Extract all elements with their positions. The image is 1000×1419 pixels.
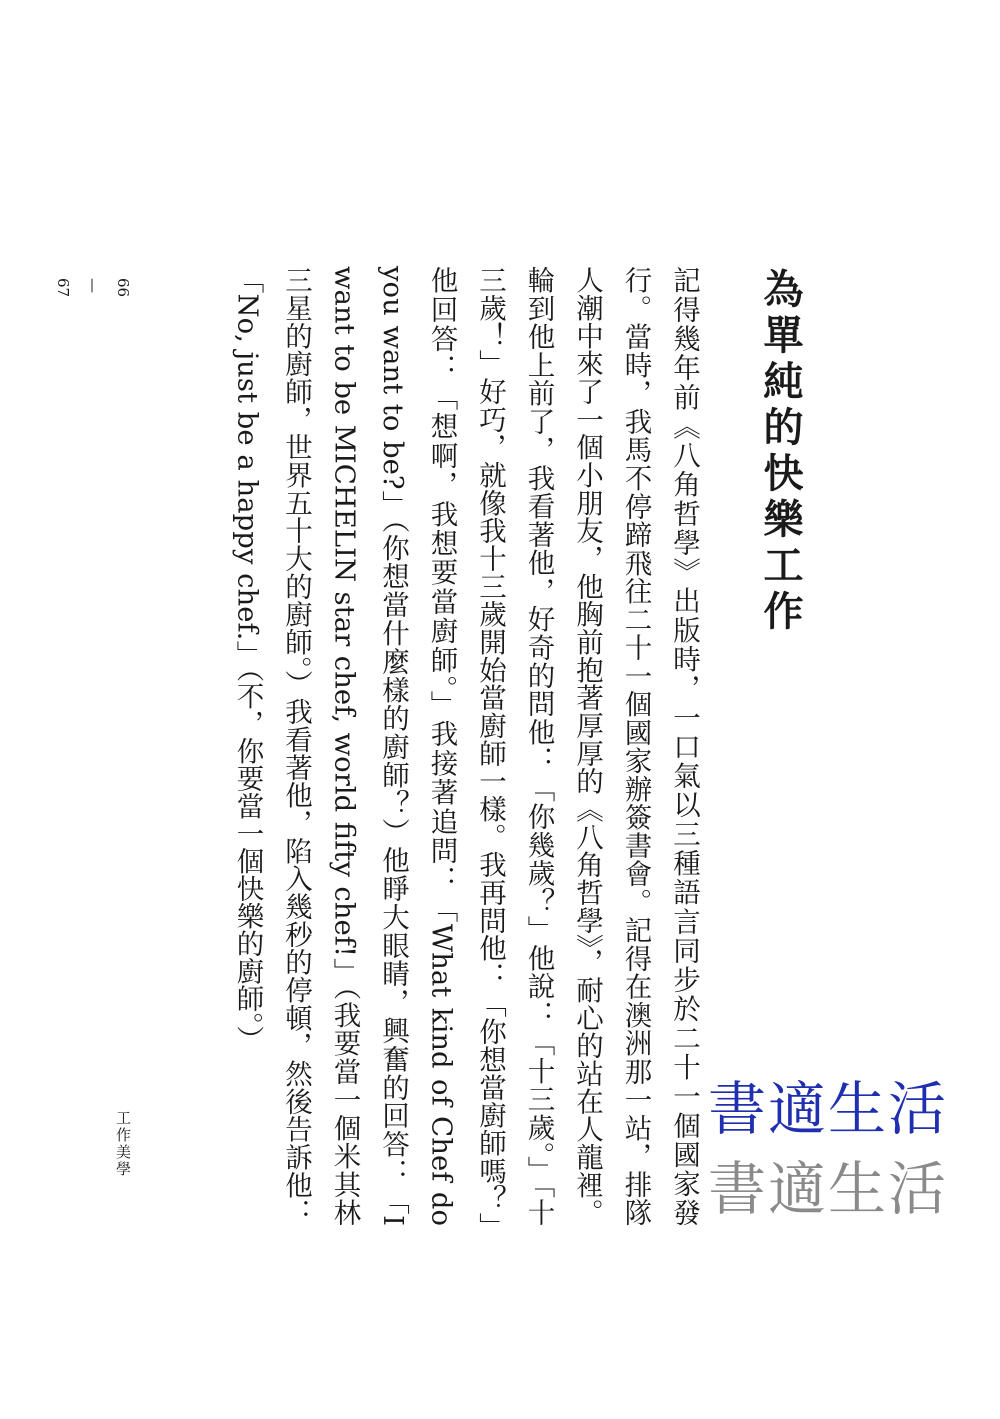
body-text [228,266,708,1226]
page-numbers: 66 — 67 [54,278,132,298]
watermark-primary: 書適生活 [707,1075,948,1143]
body-paragraph: 記得幾年前《八角哲學》出版時，一口氣以三種語言同步於二十一個國家發行。當時，我馬不停蹄飛往二十一個國家辦簽書會。記得在澳洲那一站，排隊人潮中來了一個小朋友，他胸前抱著厚厚的《八角哲學》，耐心的站在人龍裡。輪到他上前了，我看著他，好奇的問他：「你幾歲？」他說：「十三歲。」「十三歲！」好巧，就像我十三歲開始當廚師一樣。我再問他：「你想當廚師嗎？」他回答：「想啊，我想要當廚師。」我接著追問：「What kind of Chef do you want to be?」（你想當什麼樣的廚師？）他睜大眼睛，興奮的回答：「I want to be MICHELIN star chef, world fifty chef!」（我要當一個米其林三星的廚師，世界五十大的廚師。）我看著他，陷入幾秒的停頓，然後告訴他：「No, just be a happy chef.」（不，你要當一個快樂的廚師。） [231,266,700,1226]
page-title: 為單純的快樂工作 [757,268,804,636]
running-head: 工作美學 [114,1110,132,1178]
watermark-secondary: 書適生活 [707,1155,948,1223]
